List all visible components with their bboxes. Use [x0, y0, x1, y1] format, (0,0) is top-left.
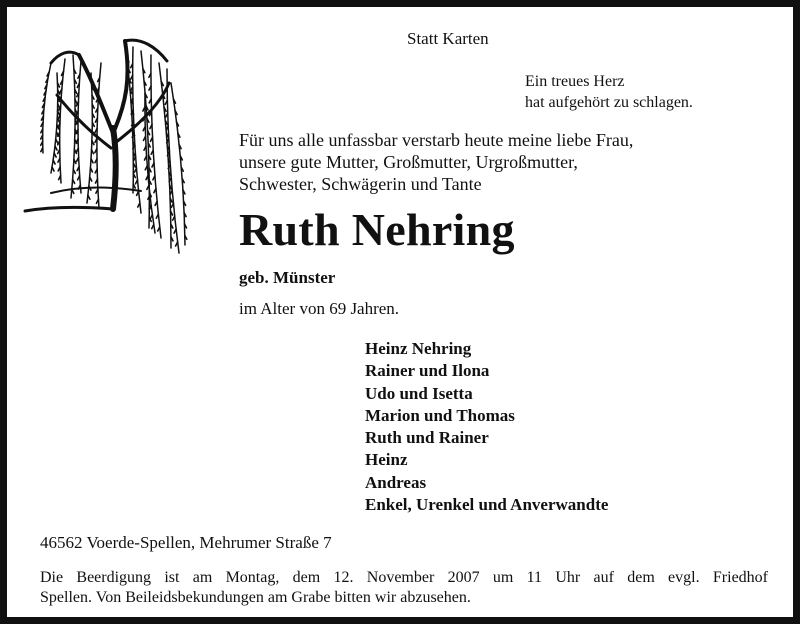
age-line: im Alter von 69 Jahren.: [239, 299, 400, 318]
mourner-name: Ruth und Rainer: [365, 428, 489, 448]
mourner-name: Udo und Isetta: [365, 383, 473, 403]
mourners-list: [365, 338, 608, 516]
funeral-line: Die Beerdigung ist am Montag, dem 12. November 2007 um 11 Uhr auf dem evgl. Friedhof: [40, 569, 768, 586]
quote: [525, 71, 693, 113]
intro-line: Für uns alle unfassbar verstarb heute meine liebe Frau,: [239, 130, 634, 150]
mourner-name: Enkel, Urenkel und Anverwandte: [365, 495, 609, 515]
mourner-name: Rainer und Ilona: [365, 361, 490, 381]
quote-line: Ein treues Herz: [525, 73, 625, 90]
funeral-info: [40, 568, 768, 608]
mourner-name: Andreas: [365, 472, 427, 492]
intro-line: unsere gute Mutter, Großmutter, Urgroßmutter,: [239, 152, 578, 172]
maiden-name: geb. Münster: [239, 268, 336, 287]
funeral-line: Spellen. Von Beileidsbekundungen am Grabe bitten wir abzusehen.: [40, 589, 471, 606]
mourner-name: Marion und Thomas: [365, 405, 515, 425]
intro-line: Schwester, Schwägerin und Tante: [239, 174, 482, 194]
header-text: Statt Karten: [407, 29, 489, 48]
intro-text: [239, 129, 633, 195]
mourner-name: Heinz: [365, 450, 408, 470]
address: 46562 Voerde-Spellen, Mehrumer Straße 7: [40, 533, 332, 552]
weeping-willow-icon: [21, 33, 201, 265]
quote-line: hat aufgehört zu schlagen.: [525, 94, 693, 111]
deceased-name: Ruth Nehring: [239, 204, 515, 255]
mourner-name: Heinz Nehring: [365, 339, 472, 358]
